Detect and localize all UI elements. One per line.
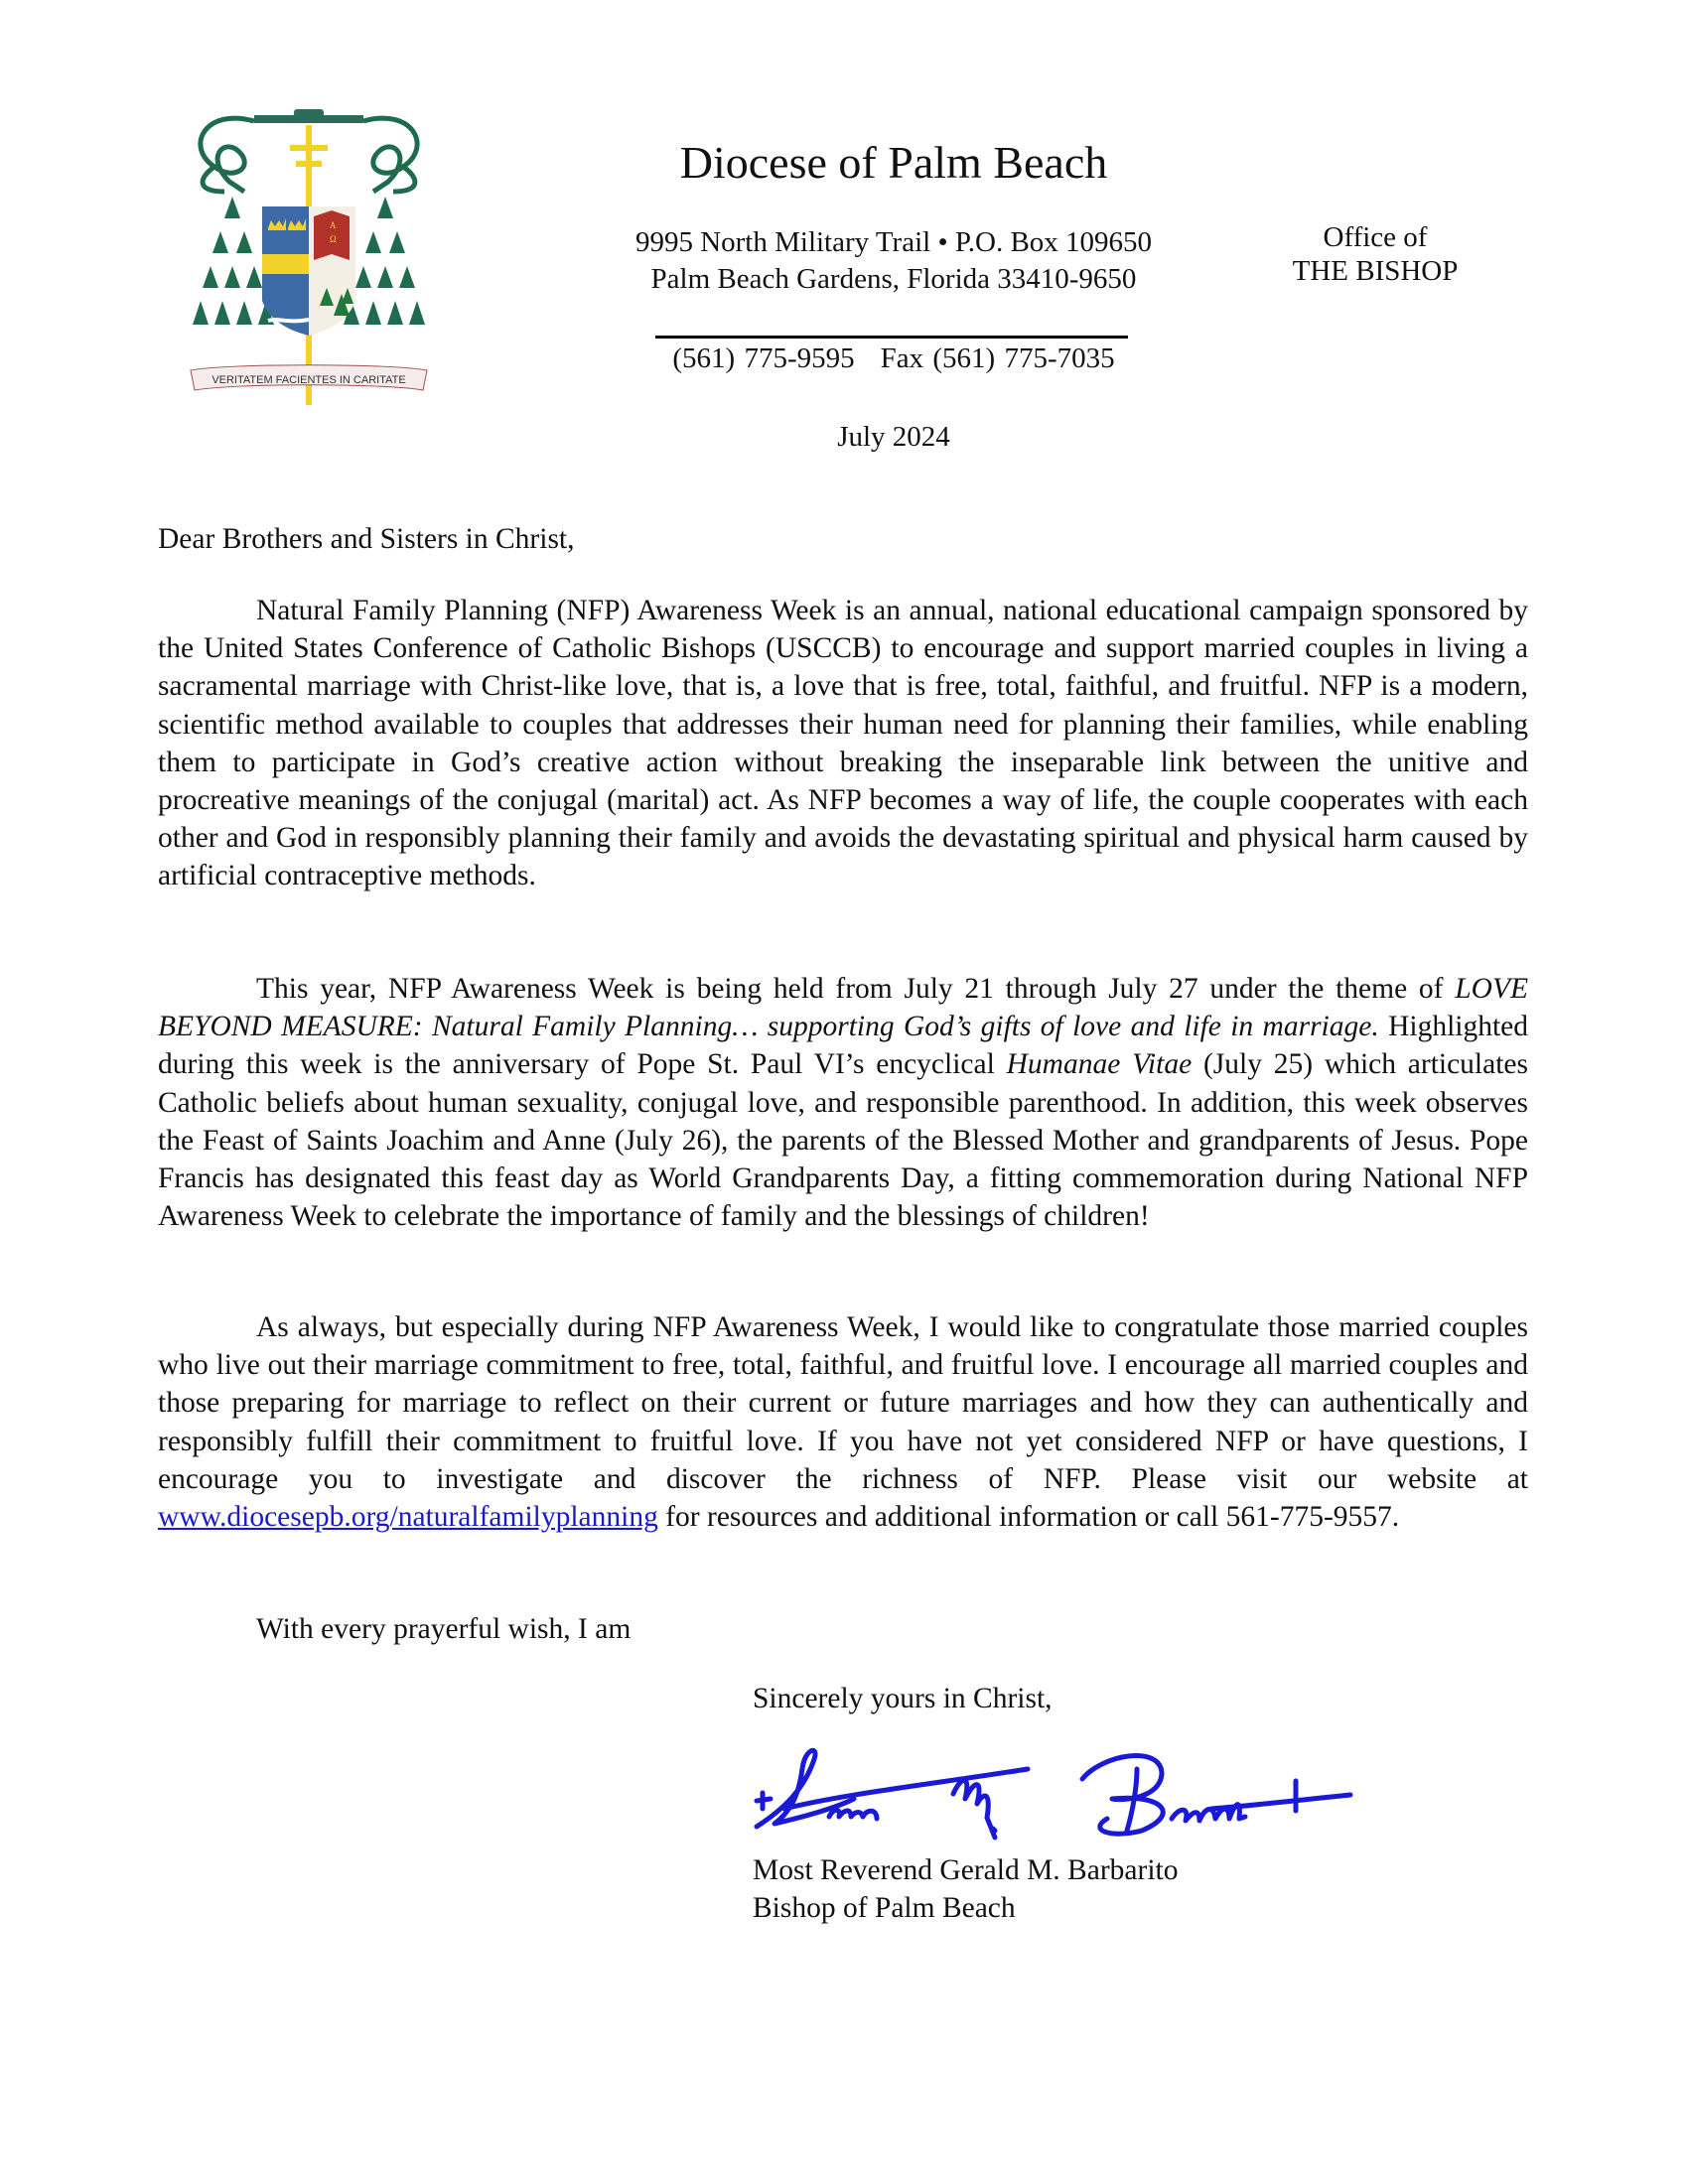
paragraph-2 xyxy=(158,970,1528,1235)
valediction: Sincerely yours in Christ, xyxy=(753,1683,1053,1714)
header-divider xyxy=(655,336,1128,339)
address xyxy=(556,224,1231,298)
address-line-1: 9995 North Military Trail • P.O. Box 109650 xyxy=(634,226,1153,258)
office-line-1: Office of xyxy=(1323,221,1428,253)
paragraph-3-text-a: As always, but especially during NFP Awareness Week, I would like to congratulate those married couples who live out their marriage commitment to free, total, faithful, and fruitful love. I encourage all married couples and those preparing for marriage to reflect on their current or future marriages and how they can authentically and responsibly fulfill their commitment to fruitful love. If you have not yet considered NFP or have questions, I encourage you to investigate and discover the richness of NFP. Please visit our website at xyxy=(158,1311,1528,1495)
address-line-2: Palm Beach Gardens, Florida 33410-9650 xyxy=(650,263,1137,295)
phone-number: (561) 775-9595 xyxy=(672,342,855,374)
signer-title: Bishop of Palm Beach xyxy=(753,1892,1016,1924)
signature-icon xyxy=(745,1739,1360,1848)
nfp-theme: LOVE BEYOND MEASURE: Natural Family Planning… supporting God’s gifts of love and life in marriage. xyxy=(158,973,1528,1043)
paragraph-2-text-a: This year, NFP Awareness Week is being held from July 21 through July 27 under the theme of xyxy=(256,973,1456,1005)
closing-line: With every prayerful wish, I am xyxy=(256,1613,632,1645)
paragraph-1-text: Natural Family Planning (NFP) Awareness Week is an annual, national educational campaign sponsored by the United States Conference of Catholic Bishops (USCCB) to encourage and support married couples in living a sacramental marriage with Christ-like love, that is, a love that is free, total, faithful, and fruitful. NFP is a modern, scientific method available to couples that addresses their human need for planning their families, while enabling them to participate in God’s creative action without breaking the inseparable link between the unitive and procreative meanings of the conjugal (marital) act. As NFP becomes a way of life, the couple cooperates with each other and God in responsibly planning their family and avoids the devastating spiritual and physical harm caused by artificial contraceptive methods. xyxy=(158,595,1528,892)
paragraph-1 xyxy=(158,592,1528,895)
fax-number: Fax (561) 775-7035 xyxy=(880,342,1115,374)
office-label xyxy=(1261,220,1489,288)
salutation: Dear Brothers and Sisters in Christ, xyxy=(158,523,575,555)
nfp-website-link[interactable]: www.diocesepb.org/naturalfamilyplanning xyxy=(158,1501,658,1534)
paragraph-2-text-c: (July 25) which articulates Catholic beliefs about human sexuality, conjugal love, and responsible parenthood. In addition, this week observes the Feast of Saints Joachim and Anne (July 26), the parents of the Blessed Mother and grandparents of Jesus. Pope Francis has designated this feast day as World Grandparents Day, a fitting commemoration during National NFP Awareness Week to celebrate the importance of family and the blessings of children! xyxy=(158,1048,1528,1233)
letter-date: July 2024 xyxy=(837,421,950,453)
organization-name: Diocese of Palm Beach xyxy=(679,137,1108,188)
paragraph-2-text-b: Highlighted during this week is the anniversary of Pope St. Paul VI’s encyclical xyxy=(158,1011,1529,1081)
contact-numbers xyxy=(556,341,1231,377)
svg-text:A: A xyxy=(330,220,337,230)
office-line-2: THE BISHOP xyxy=(1292,255,1459,287)
paragraph-3-text-b: for resources and additional information or call 561-775-9557. xyxy=(657,1501,1400,1534)
svg-text:VERITATEM FACIENTES IN CARITAT: VERITATEM FACIENTES IN CARITATE xyxy=(211,374,406,386)
encyclical-title: Humanae Vitae xyxy=(1006,1048,1193,1081)
coat-of-arms-icon xyxy=(185,107,433,410)
svg-text:Ω: Ω xyxy=(330,234,337,244)
signer-name: Most Reverend Gerald M. Barbarito xyxy=(753,1854,1179,1886)
paragraph-3 xyxy=(158,1308,1528,1536)
